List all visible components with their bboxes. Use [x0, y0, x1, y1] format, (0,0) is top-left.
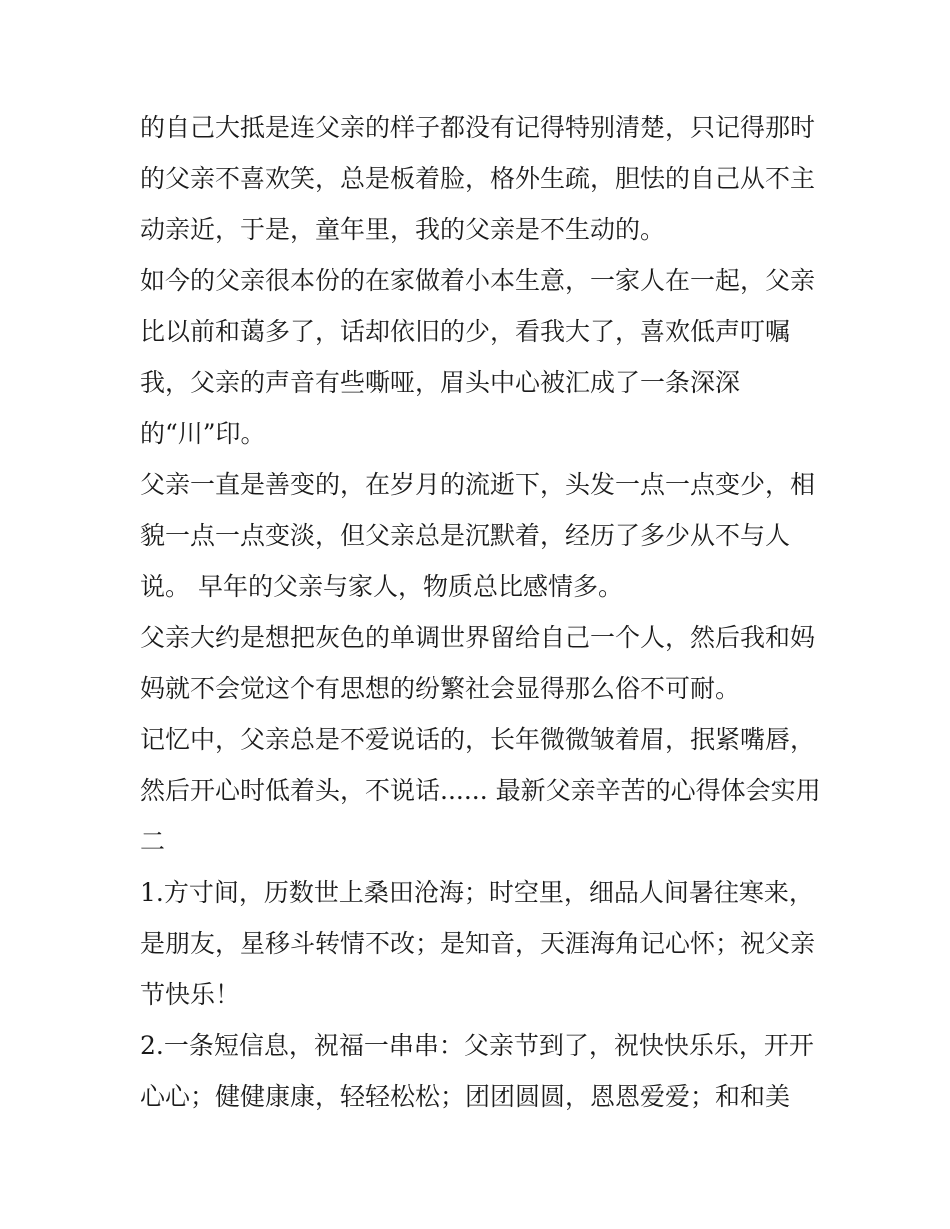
text-line: 我，父亲的声音有些嘶哑，眉头中心被汇成了一条深深: [140, 368, 741, 397]
text-line: 记忆中，父亲总是不爱说话的，长年微微皱着眉，抿紧嘴唇，: [140, 725, 816, 754]
text-line: 比以前和蔼多了，话却依旧的少，看我大了，喜欢低声叮嘱: [140, 317, 791, 346]
text-line: 二: [140, 827, 166, 856]
text-line: 节快乐！: [140, 980, 241, 1009]
text-line: 的“川”印。: [140, 419, 266, 448]
text-line: 2.一条短信息，祝福一串串：父亲节到了，祝快快乐乐，开开: [140, 1031, 814, 1060]
text-line: 说。 早年的父亲与家人，物质总比感情多。: [140, 572, 623, 601]
text-line: 1.方寸间，历数世上桑田沧海；时空里，细品人间暑往寒来，: [140, 878, 814, 907]
text-line: 动亲近，于是，童年里，我的父亲是不生动的。: [140, 215, 666, 244]
text-line: 貌一点一点变淡，但父亲总是沉默着，经历了多少从不与人: [140, 521, 791, 550]
text-line: 的父亲不喜欢笑，总是板着脸，格外生疏，胆怯的自己从不主: [140, 164, 816, 193]
text-line: 父亲大约是想把灰色的单调世界留给自己一个人，然后我和妈: [140, 623, 816, 652]
text-line: 父亲一直是善变的，在岁月的流逝下，头发一点一点变少，相: [140, 470, 816, 499]
text-line: 的自己大抵是连父亲的样子都没有记得特别清楚，只记得那时: [140, 113, 816, 142]
text-line: 妈就不会觉这个有思想的纷繁社会显得那么俗不可耐。: [140, 674, 741, 703]
text-line: 如今的父亲很本份的在家做着小本生意，一家人在一起，父亲: [140, 266, 816, 295]
text-line: 然后开心时低着头，不说话...... 最新父亲辛苦的心得体会实用: [140, 776, 821, 805]
text-line: 心心；健健康康，轻轻松松；团团圆圆，恩恩爱爱；和和美: [140, 1082, 791, 1111]
text-line: 是朋友，星移斗转情不改；是知音，天涯海角记心怀；祝父亲: [140, 929, 816, 958]
